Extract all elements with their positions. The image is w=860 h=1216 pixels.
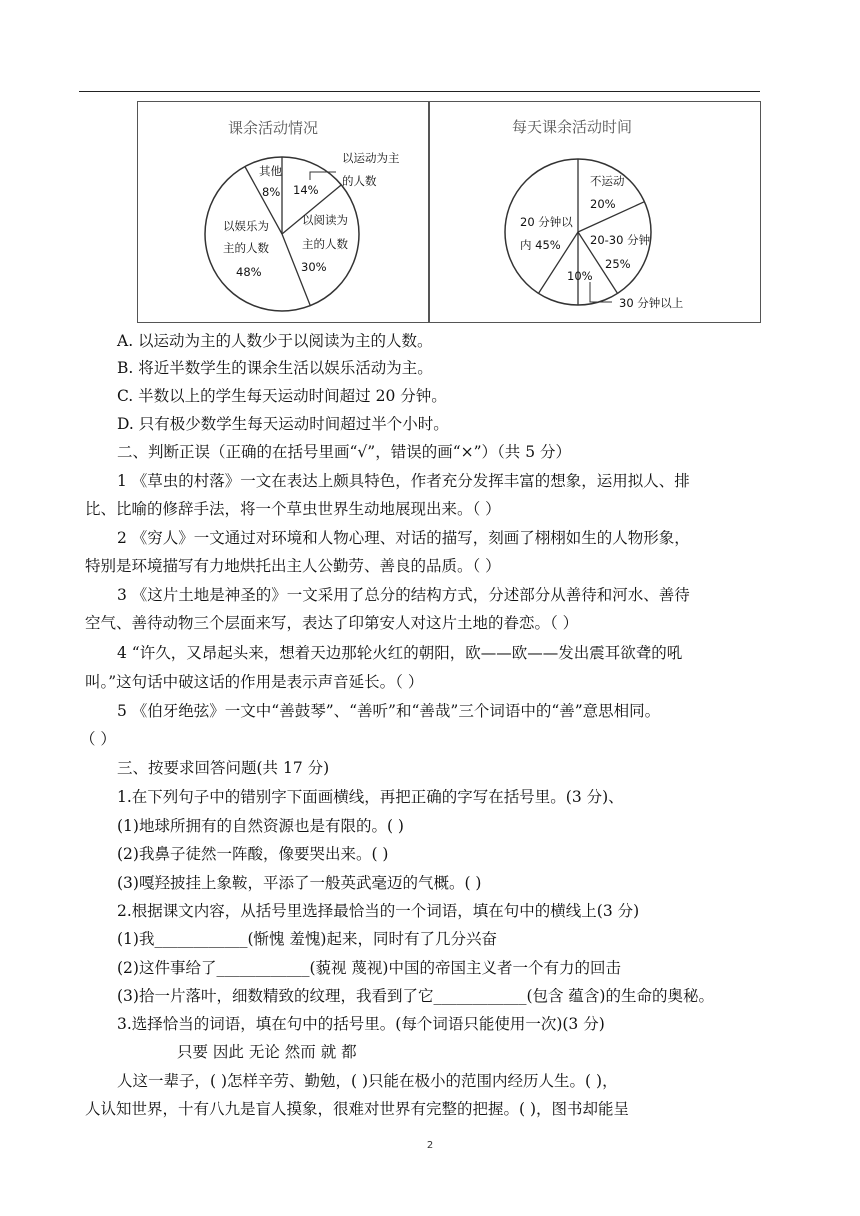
- slice-label: 其他: [259, 164, 282, 178]
- page-number: 2: [426, 1140, 434, 1151]
- question-text: 空气、善待动物三个层面来写，表达了印第安人对这片土地的眷恋。（ ）: [85, 614, 579, 632]
- chart-title: 课余活动情况: [228, 119, 319, 137]
- activity-pie-svg: [138, 102, 428, 322]
- question-text: (2)这件事给了____________(藐视 蔑视)中国的帝国主义者一个有力的回击: [117, 959, 621, 977]
- slice-value: 20%: [590, 197, 616, 211]
- question-text: 2.根据课文内容，从括号里选择最恰当的一个词语，填在句中的横线上(3 分): [117, 902, 640, 920]
- slice-label: 不运动: [590, 174, 625, 188]
- slice-label: 20 分钟以: [520, 215, 573, 229]
- slice-value: 25%: [605, 257, 631, 271]
- word-bank: 只要 因此 无论 然而 就 都: [177, 1043, 357, 1061]
- question-text: (1)我____________(惭愧 羞愧)起来，同时有了几分兴奋: [117, 930, 497, 948]
- activity-pie-chart: [137, 101, 429, 323]
- question-text: (3)嘎羟披挂上象鞍，平添了一般英武毫迈的气概。( ): [117, 874, 482, 892]
- question-text: (3)拾一片落叶，细数精致的纹理，我看到了它____________(包含 蕴含)的生命的奥秘。: [117, 987, 714, 1005]
- question-text: 叫。”这句话中破这话的作用是表示声音延长。（ ）: [85, 673, 424, 691]
- question-text: 1 《草虫的村落》一文在表达上颇具特色，作者充分发挥丰富的想象，运用拟人、排: [117, 472, 690, 490]
- question-text: 1.在下列句子中的错别字下面画横线，再把正确的字写在括号里。(3 分)、: [117, 788, 624, 806]
- option-d: D. 只有极少数学生每天运动时间超过半个小时。: [117, 415, 449, 433]
- chart-title: 每天课余活动时间: [512, 118, 633, 136]
- question-text: 3.选择恰当的词语，填在句中的括号里。(每个词语只能使用一次)(3 分): [117, 1015, 605, 1033]
- question-text: 人认知世界，十有八九是盲人摸象，很难对世界有完整的把握。( )，图书却能呈: [85, 1100, 630, 1118]
- slice-value: 14%: [293, 183, 319, 197]
- slice-value: 30%: [301, 260, 327, 274]
- time-pie-chart: [429, 101, 761, 323]
- option-b: B. 将近半数学生的课余生活以娱乐活动为主。: [117, 359, 433, 377]
- option-c: C. 半数以上的学生每天运动时间超过 20 分钟。: [117, 387, 447, 405]
- section-heading: 二、判断正误（正确的在括号里画“√”，错误的画“×”）（共 5 分）: [117, 443, 572, 461]
- slice-value: 8%: [262, 185, 281, 199]
- slice-label: 主的人数: [223, 241, 269, 255]
- question-text: 人这一辈子，( )怎样辛劳、勤勉，( )只能在极小的范围内经历人生。( )，: [117, 1072, 618, 1090]
- slice-label: 以娱乐为: [223, 219, 269, 233]
- question-text: 2 《穷人》一文通过对环境和人物心理、对话的描写，刻画了栩栩如生的人物形象，: [117, 529, 690, 547]
- option-a: A. 以运动为主的人数少于以阅读为主的人数。: [117, 332, 433, 350]
- callout-label: 的人数: [342, 174, 377, 188]
- question-text: 4 “许久，又昂起头来，想着天边那轮火红的朝阳，欧——欧——发出震耳欲聋的吼: [117, 644, 683, 662]
- question-text: 3 《这片土地是神圣的》一文采用了总分的结构方式，分述部分从善待和河水、善待: [117, 586, 690, 604]
- question-text: 5 《伯牙绝弦》一文中“善鼓琴”、“善听”和“善哉”三个词语中的“善”意思相同。: [117, 702, 661, 720]
- question-text: (1)地球所拥有的自然资源也是有限的。( ): [117, 817, 404, 835]
- answer-bracket: （ ）: [80, 730, 116, 748]
- header-rule: [79, 91, 760, 92]
- slice-label: 内 45%: [520, 238, 561, 252]
- time-pie-svg: [430, 102, 760, 322]
- slice-value: 48%: [236, 265, 262, 279]
- question-text: 比、比喻的修辞手法，将一个草虫世界生动地展现出来。（ ）: [85, 500, 501, 518]
- slice-label: 主的人数: [302, 237, 348, 251]
- slice-value: 10%: [567, 269, 593, 283]
- slice-label: 以阅读为: [302, 213, 348, 227]
- slice-label: 20-30 分钟: [590, 233, 651, 247]
- callout-label: 以运动为主: [342, 151, 400, 165]
- question-text: (2)我鼻子徒然一阵酸，像要哭出来。( ): [117, 845, 389, 863]
- callout-label: 30 分钟以上: [619, 296, 684, 310]
- section-heading: 三、按要求回答问题(共 17 分): [117, 759, 330, 777]
- question-text: 特别是环境描写有力地烘托出主人公勤劳、善良的品质。（ ）: [85, 557, 501, 575]
